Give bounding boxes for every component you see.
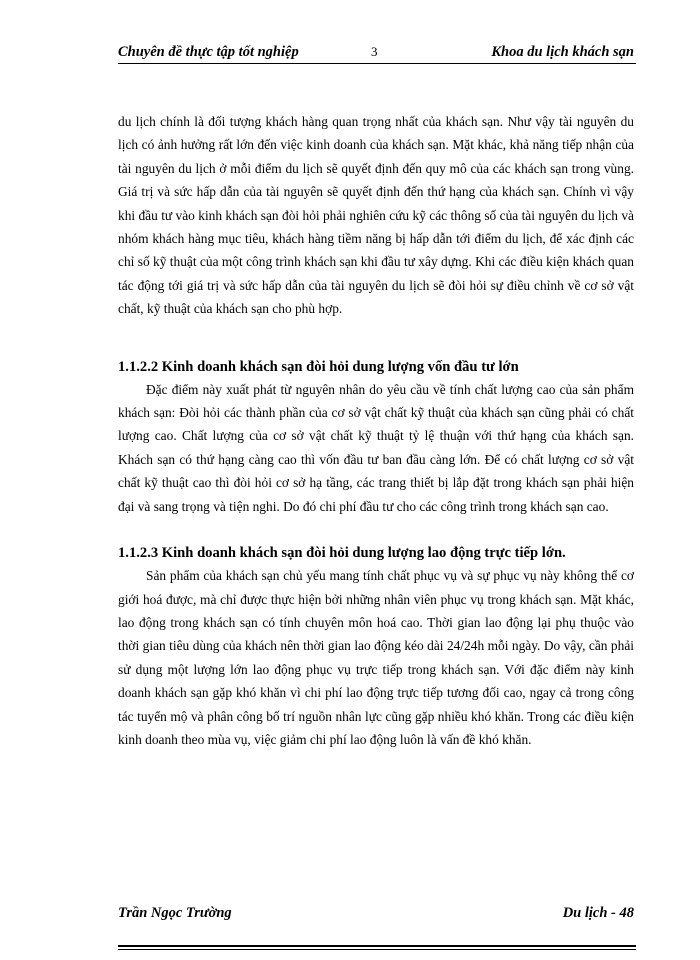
header-department: Khoa du lịch khách sạn bbox=[491, 44, 634, 60]
page-footer bbox=[118, 905, 634, 925]
footer-rule-thin bbox=[118, 949, 636, 950]
header-rule bbox=[118, 63, 636, 64]
paragraph-1: du lịch chính là đối tượng khách hàng quan trọng nhất của khách sạn. Như vậy tài nguyên du lịch có ảnh hưởng rất lớn đến việc kinh doanh của khách sạn. Mặt khác, khả năng tiếp nhận của tài nguyên du lịch ở mỗi điểm du lịch sẽ quyết định đến quy mô của các khách sạn trong vùng. Giá trị và sức hấp dẫn của tài nguyên sẽ quyết định đến thứ hạng của khách sạn. Chính vì vậy khi đầu tư vào kinh khách sạn đòi hỏi phải nghiên cứu kỹ các thông số của tài nguyên du lịch và nhóm khách hàng mục tiêu, khách hàng tiềm năng bị hấp dẫn tới điểm du lịch, để xác định các chỉ số kỹ thuật của một công trình khách sạn khi đầu tư xây dựng. Khi các điều kiện khách quan tác động tới giá trị và sức hấp dẫn của tài nguyên du lịch sẽ đòi hỏi sự điều chỉnh về cơ sở vật chất, kỹ thuật của khách sạn cho phù hợp. bbox=[118, 114, 634, 317]
page-header bbox=[118, 44, 634, 64]
document-body bbox=[118, 110, 634, 751]
footer-author: Trần Ngọc Trường bbox=[118, 905, 232, 921]
footer-course: Du lịch - 48 bbox=[562, 905, 634, 921]
paragraph-3: Sản phẩm của khách sạn chủ yếu mang tính chất phục vụ và sự phục vụ này không thể cơ giới hoá được, mà chỉ được thực hiện bởi những nhân viên phục vụ trong khách sạn. Mặt khác, lao động trong khách sạn có tính chuyên môn hoá cao. Thời gian lao động lại phụ thuộc vào thời gian tiêu dùng của khách nên thời gian lao động kéo dài 24/24h mỗi ngày. Do vậy, cần phải sử dụng một lượng lớn lao động phục vụ trực tiếp trong khách sạn. Với đặc điểm này kinh doanh khách sạn gặp khó khăn vì chi phí lao động trực tiếp tương đối cao, ngay cả trong công tác tuyển mộ và phân công bố trí nguồn nhân lực cũng gặp nhiều khó khăn. Trong các điều kiện kinh doanh theo mùa vụ, việc giảm chi phí lao động luôn là vấn đề khó khăn. bbox=[118, 568, 634, 747]
heading-1-1-2-3: 1.1.2.3 Kinh doanh khách sạn đòi hỏi dung lượng lao động trực tiếp lớn. bbox=[118, 545, 566, 562]
paragraph-2: Đặc điểm này xuất phát từ nguyên nhân do yêu cầu về tính chất lượng cao của sản phẩm khách sạn: Đòi hỏi các thành phần của cơ sở vật chất kỹ thuật của khách sạn cũng phải có chất lượng cao. Chất lượng của cơ sở vật chất kỹ thuật tỷ lệ thuận với thứ hạng của khách sạn. Khách sạn có thứ hạng càng cao thì vốn đầu tư ban đầu càng lớn. Để có chất lượng cơ sở vật chất kỹ thuật cao thì đòi hỏi cơ sở hạ tầng, các trang thiết bị lắp đặt trong khách sạn phải hiện đại và sang trọng và tiện nghi. Do đó chi phí đầu tư cho các công trình trong khách sạn cao. bbox=[118, 381, 634, 514]
header-title: Chuyên đề thực tập tốt nghiệp bbox=[118, 44, 299, 60]
heading-1-1-2-2: 1.1.2.2 Kinh doanh khách sạn đòi hỏi dung lượng vốn đầu tư lớn bbox=[118, 358, 519, 375]
footer-rule bbox=[118, 945, 636, 947]
page-number: 3 bbox=[371, 44, 378, 59]
